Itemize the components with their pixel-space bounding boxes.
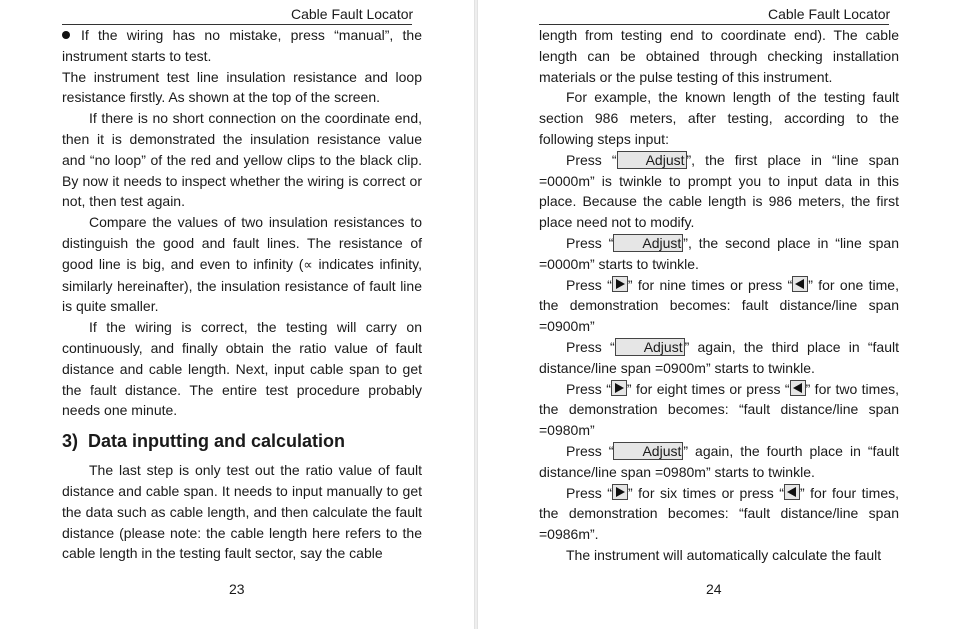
page-number: 23 [229, 581, 245, 597]
paragraph-step-2: Press “ Adjust ”, the second place in “line span =0000m” starts to twinkle. [539, 234, 899, 272]
paragraph-example: For example, the known length of the testing fault section 986 meters, after testing, according to the following steps input: [539, 89, 899, 147]
left-page-body [62, 25, 422, 564]
paragraph-auto-calc: The instrument will automatically calculate the fault [566, 546, 882, 563]
paragraph-step-6: Press “ Adjust ” again, the fourth place in “fault distance/line span =0980m” starts to twinkle. [539, 442, 899, 480]
paragraph-step-7: Press “ ” for six times or press “ ” for four times, the demonstration becomes: “fault distance/line span =0986m”. [539, 484, 899, 543]
left-arrow-key-icon [792, 276, 808, 292]
paragraph-manual: If the wiring has no mistake, press “manual”, the instrument starts to test. [62, 27, 422, 64]
paragraph-cable-length: length from testing end to coordinate end). The cable length can be obtained through checking installation materials or the pulse testing of this instrument. [539, 27, 899, 85]
adjust-key: Adjust [615, 338, 685, 356]
paragraph-insulation: The instrument test line insulation resistance and loop resistance firstly. As shown at the top of the screen. [62, 68, 422, 106]
infinity-symbol: ∝ [303, 256, 313, 272]
page-header: Cable Fault Locator [768, 6, 891, 22]
paragraph-last-step: The last step is only test out the ratio value of fault distance and cable span. It needs to input manually to get the data such as cable length, and then calculate the fault distance (please note: the cable length here refers to the cable length in the testing fault sector, say the cable [62, 462, 422, 562]
paragraph-step-4: Press “ Adjust ” again, the third place in “fault distance/line span =0900m” starts to twinkle. [539, 338, 899, 376]
right-page-body [539, 25, 899, 566]
right-page [478, 0, 955, 629]
paragraph-step-3: Press “ ” for nine times or press “ ” for one time, the demonstration becomes: fault distance/line span =0900m” [539, 276, 899, 335]
paragraph-compare: Compare the values of two insulation resistances to distinguish the good and fault lines. The resistance of good line is big, and even to infinity (∝ indicates infinity, similarly hereinafter), the insulation resistance of fault line is quite smaller. [62, 214, 422, 315]
page-header: Cable Fault Locator [291, 6, 414, 22]
paragraph-step-1: Press “ Adjust ”, the first place in “line span =0000m” is twinkle to prompt you to input data in this place. Because the cable length is 986 meters, the first place need not to modify. [539, 151, 899, 231]
paragraph-wiring-correct: If the wiring is correct, the testing will carry on continuously, and finally obtain the ratio value of fault distance and cable length. Next, input cable span to get the fault distance. The entire test procedure probably needs one minute. [62, 319, 422, 419]
left-arrow-key-icon [790, 380, 806, 396]
right-arrow-key-icon [612, 484, 628, 500]
paragraph-no-short: If there is no short connection on the coordinate end, then it is demonstrated the insulation resistance value and “no loop” of the red and yellow clips to the black clip. By now it needs to inspect whether the wiring is correct or not, then test again. [62, 110, 422, 210]
right-arrow-key-icon [611, 380, 627, 396]
adjust-key: Adjust [613, 442, 683, 460]
adjust-key: Adjust [613, 234, 683, 252]
left-page [0, 0, 474, 629]
section-heading: 3) Data inputting and calculation [62, 431, 346, 452]
paragraph-step-5: Press “ ” for eight times or press “ ” for two times, the demonstration becomes: “fault distance/line span =0980m” [539, 380, 899, 439]
page-number: 24 [706, 581, 722, 597]
bullet-icon [62, 31, 70, 39]
adjust-key: Adjust [617, 151, 687, 169]
left-arrow-key-icon [784, 484, 800, 500]
right-arrow-key-icon [612, 276, 628, 292]
